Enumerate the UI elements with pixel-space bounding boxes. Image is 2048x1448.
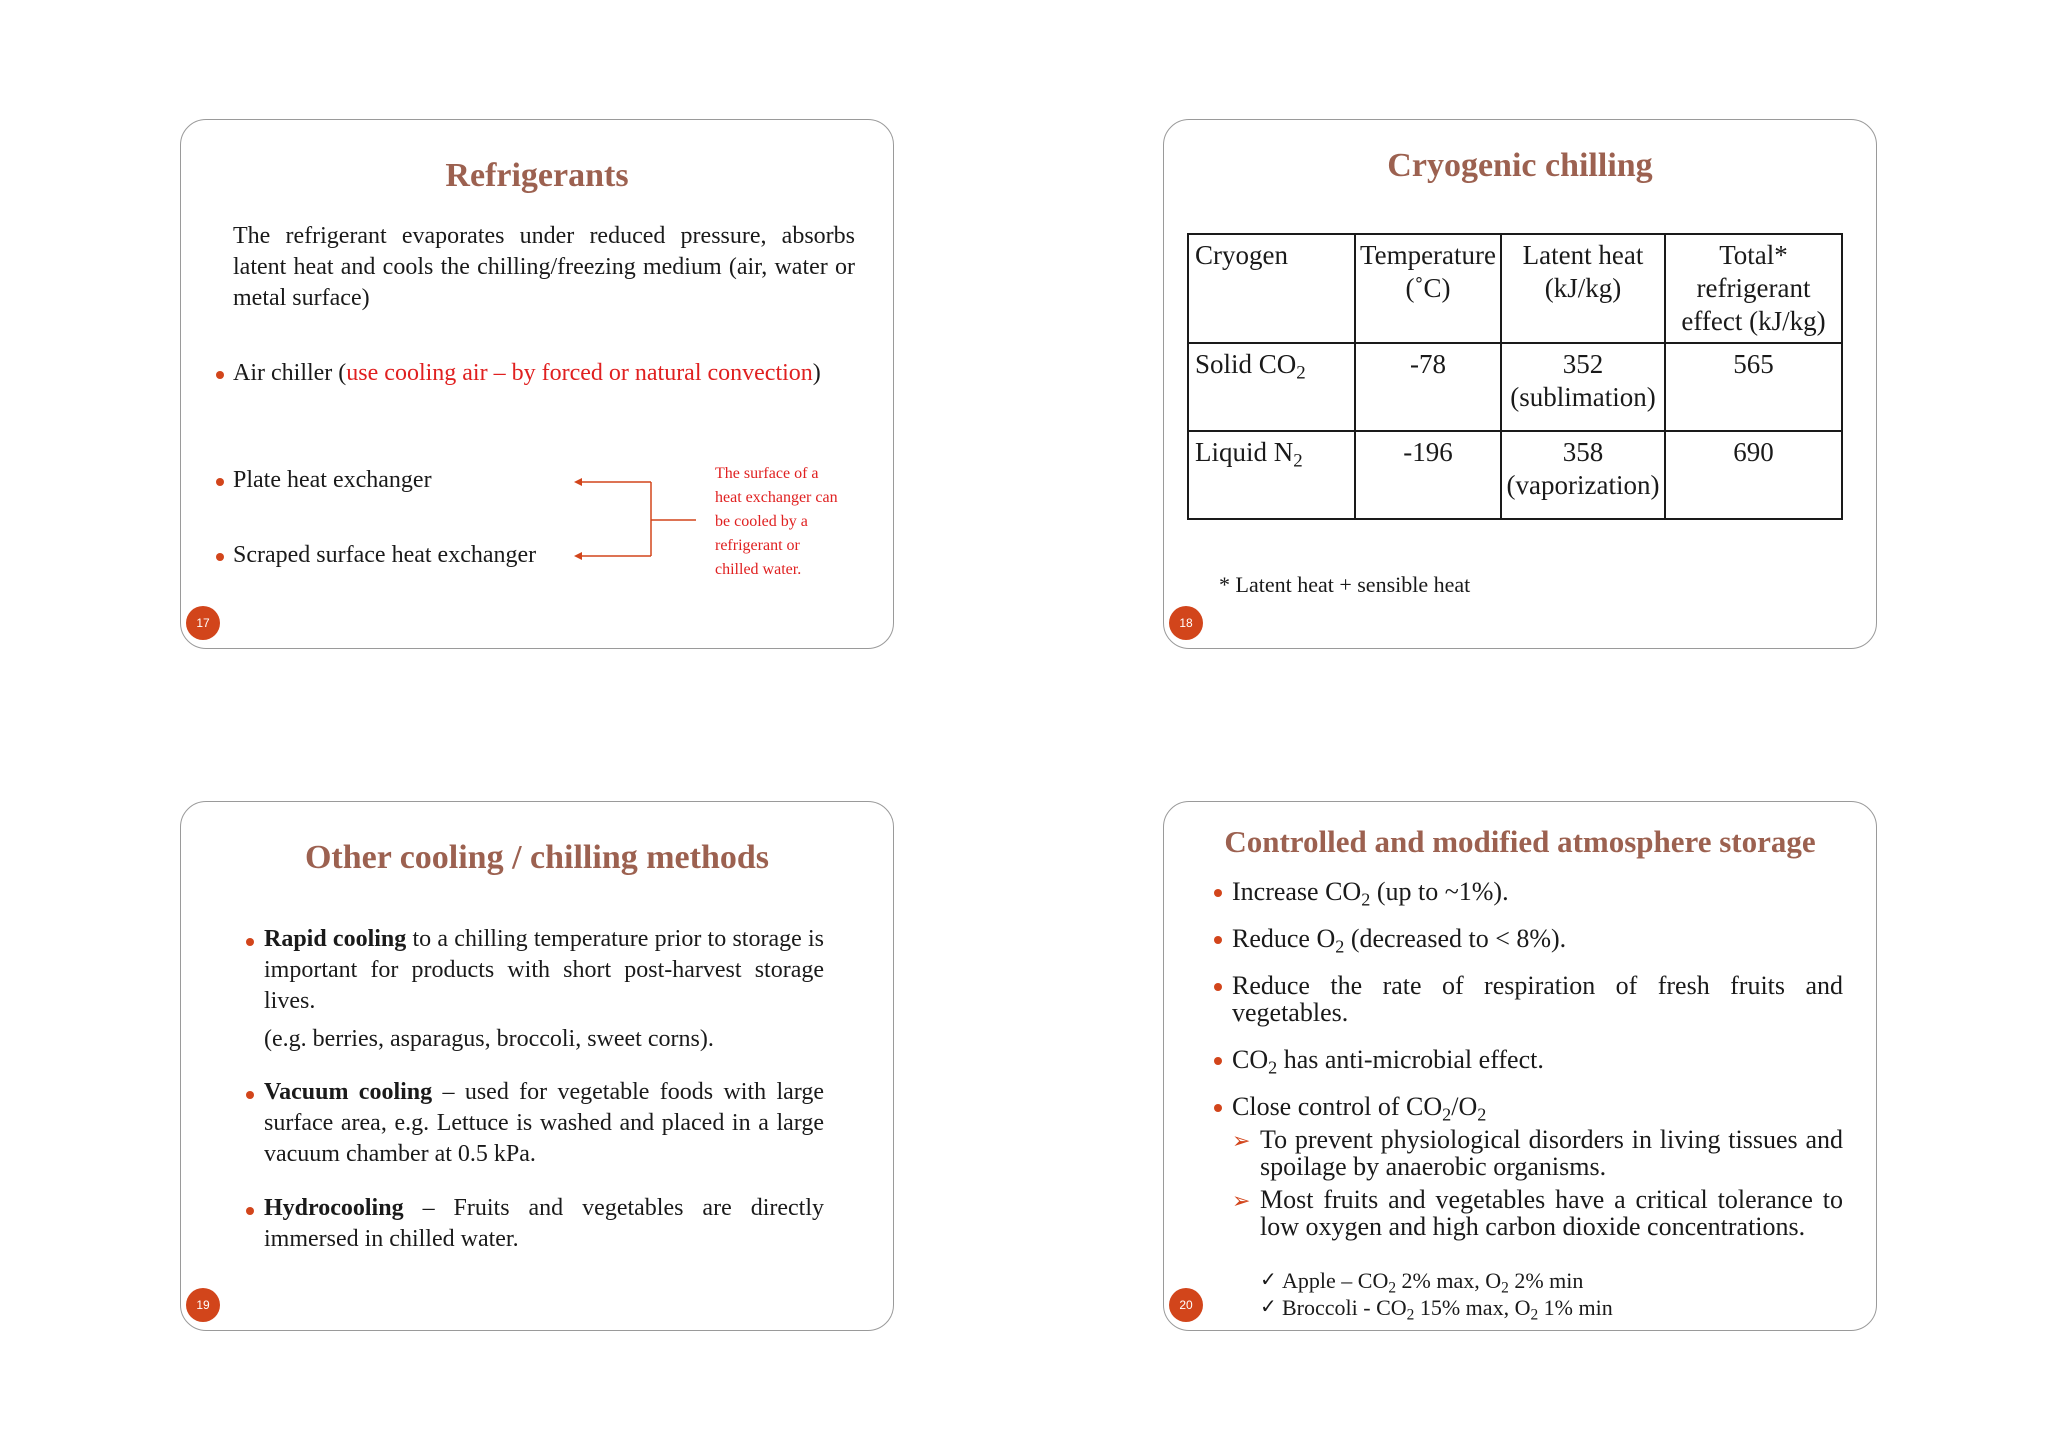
subscript: 2 [1388, 1279, 1397, 1297]
bullet-text: to a chilling temperature prior to storage is important for products with short post-harvest storage lives. [264, 926, 825, 1014]
item-text: Broccoli - CO [1282, 1295, 1407, 1320]
page-number: 19 [186, 1288, 220, 1322]
orange-dot-icon [246, 1207, 254, 1215]
table-row [1188, 431, 1842, 519]
bold-term: Rapid cooling [264, 926, 407, 952]
slide-title: Other cooling / chilling methods [304, 839, 770, 876]
subscript: 2 [1296, 362, 1306, 384]
slide-title: Controlled and modified atmosphere storage [1224, 824, 1816, 859]
bullet-increase-co2 [1232, 877, 1509, 910]
bullet-hydrocooling [264, 1193, 824, 1255]
bullet-text: CO [1232, 1045, 1269, 1074]
slide-19 [180, 801, 894, 1331]
bullet-air-chiller [233, 358, 855, 389]
slide-title: Cryogenic chilling [1387, 147, 1653, 184]
bullet-plate-heat-exchanger: Plate heat exchanger [233, 467, 432, 493]
orange-dot-icon [1214, 936, 1222, 944]
bullet-reduce-o2 [1232, 924, 1567, 957]
footnote: * Latent heat + sensible heat [1219, 572, 1471, 597]
orange-dot-icon [1214, 1057, 1222, 1065]
page-number: 18 [1169, 606, 1203, 640]
table-cell: -196 [1355, 431, 1501, 519]
table-cell [1188, 343, 1355, 431]
intro-text: The refrigerant evaporates under reduced pressure, absorbs latent heat and cools the chilling/freezing medium (air, water or metal surface) [233, 223, 855, 311]
table-cell [1501, 431, 1665, 519]
callout-note: The surface of a heat exchanger can be cooled by a refrigerant or chilled water. [715, 465, 838, 578]
slide-17 [180, 119, 894, 649]
orange-dot-icon [216, 478, 224, 486]
table-cell: 565 [1665, 343, 1842, 431]
bullet-text: – used for vegetable foods with large surface area, e.g. Lettuce is washed and placed in a large vacuum chamber at 0.5 kPa. [264, 1079, 825, 1167]
bullet-rapid-cooling [264, 924, 824, 1017]
highlight-text: use cooling air – by forced or natural convection [346, 360, 813, 386]
subscript: 2 [1335, 936, 1345, 957]
bullet-anti-microbial [1232, 1045, 1544, 1078]
sub-bullet-disorders: To prevent physiological disorders in living tissues and spoilage by anaerobic organisms. [1260, 1125, 1843, 1181]
item-text: 1% min [1538, 1295, 1613, 1320]
subscript: 2 [1477, 1104, 1487, 1125]
table-cell [1501, 343, 1665, 431]
bullet-text: – Fruits and vegetables are directly immersed in chilled water. [264, 1195, 824, 1252]
table-cell [1188, 431, 1355, 519]
orange-dot-icon [246, 938, 254, 946]
table-header: Temperature (˚C) [1355, 234, 1501, 343]
bullet-text: Close control of CO [1232, 1092, 1443, 1121]
table-header: Cryogen [1188, 234, 1355, 343]
orange-dot-icon [1214, 1104, 1222, 1112]
bullet-text: (decreased to < 8%). [1344, 924, 1567, 953]
orange-dot-icon [1214, 983, 1222, 991]
bullet-vacuum-cooling [264, 1077, 824, 1170]
orange-dot-icon [216, 553, 224, 561]
orange-dot-icon [216, 371, 224, 379]
check-item-apple [1282, 1267, 1584, 1297]
check-item-broccoli [1282, 1294, 1613, 1324]
sub-bullet-tolerance: Most fruits and vegetables have a critical tolerance to low oxygen and high carbon dioxide concentrations. [1260, 1185, 1843, 1241]
bullet-scraped-surface: Scraped surface heat exchanger [233, 542, 537, 568]
cell-text: 352 [1562, 349, 1604, 379]
slide-18 [1163, 119, 1877, 649]
bullet-text: has anti-microbial effect. [1277, 1045, 1544, 1074]
slide-20 [1163, 801, 1877, 1331]
table-header: Total* refrigerant effect (kJ/kg) [1665, 234, 1842, 343]
orange-dot-icon [246, 1091, 254, 1099]
subscript: 2 [1406, 1306, 1415, 1324]
cell-text: 358 [1562, 437, 1604, 467]
subscript: 2 [1442, 1104, 1452, 1125]
subscript: 2 [1361, 889, 1371, 910]
item-text: 15% max, O [1414, 1295, 1531, 1320]
bold-term: Vacuum cooling [264, 1079, 433, 1105]
bullet-close-control [1232, 1092, 1487, 1125]
bullet-text: /O [1451, 1092, 1478, 1121]
slide-title: Refrigerants [445, 157, 629, 194]
page-number: 20 [1169, 1288, 1203, 1322]
arrowhead-bullet-icon: ➢ [1232, 1128, 1251, 1153]
table-cell: 690 [1665, 431, 1842, 519]
subscript: 2 [1530, 1306, 1539, 1324]
page-number: 17 [186, 606, 220, 640]
table-header-row [1188, 234, 1842, 343]
bullet-text: (up to ~1%). [1370, 877, 1509, 906]
example-text: (e.g. berries, asparagus, broccoli, sweet corns). [264, 1026, 714, 1052]
table-cell: -78 [1355, 343, 1501, 431]
bullet-respiration: Reduce the rate of respiration of fresh fruits and vegetables. [1232, 971, 1843, 1027]
cell-text: (vaporization) [1506, 470, 1660, 500]
bullet-text: Increase CO [1232, 877, 1362, 906]
bold-term: Hydrocooling [264, 1195, 404, 1221]
orange-dot-icon [1214, 889, 1222, 897]
cell-text: (sublimation) [1510, 382, 1656, 412]
checkmark-icon: ✓ [1260, 1269, 1277, 1291]
cell-text: Solid CO [1195, 349, 1297, 379]
bullet-text: Reduce O [1232, 924, 1336, 953]
item-text: 2% min [1508, 1268, 1584, 1293]
cryogen-table [1187, 233, 1843, 520]
table-header: Latent heat (kJ/kg) [1501, 234, 1665, 343]
cell-text: Liquid N [1195, 437, 1294, 467]
bracket-arrows [571, 470, 711, 570]
arrowhead-bullet-icon: ➢ [1232, 1188, 1251, 1213]
item-text: Apple – CO [1282, 1268, 1389, 1293]
subscript: 2 [1501, 1279, 1509, 1297]
bullet-text: ) [812, 360, 821, 386]
subscript: 2 [1293, 450, 1303, 472]
table-row [1188, 343, 1842, 431]
item-text: 2% max, O [1396, 1268, 1502, 1293]
bullet-text: Air chiller ( [233, 360, 347, 386]
subscript: 2 [1268, 1057, 1278, 1078]
checkmark-icon: ✓ [1260, 1296, 1277, 1318]
